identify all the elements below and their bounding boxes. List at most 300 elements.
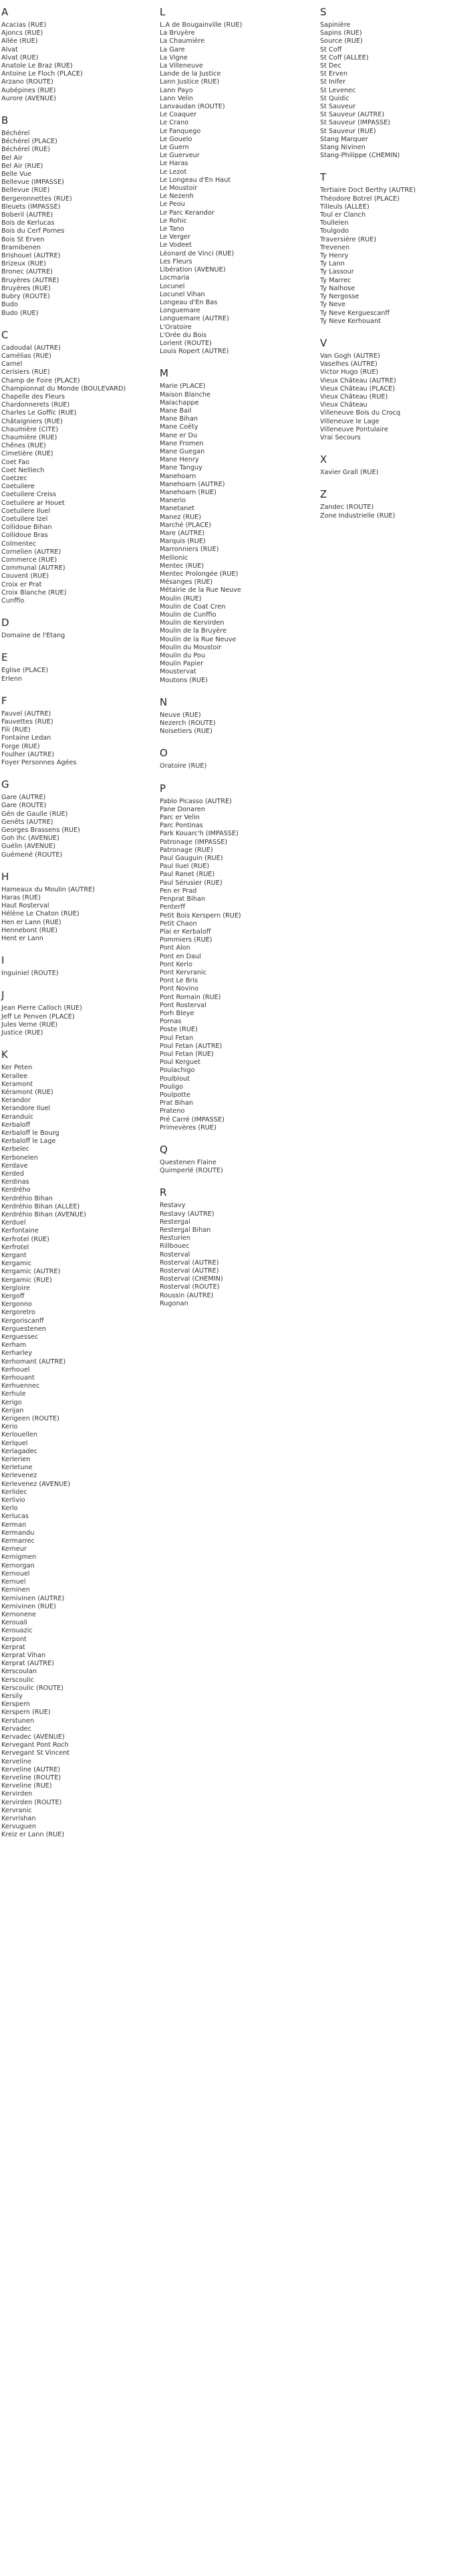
street-link[interactable]: Pont en Daul [160, 952, 201, 960]
street-link[interactable]: Ker Peten [1, 1064, 33, 1072]
street-link[interactable]: Aubépines (RUE) [1, 86, 56, 94]
street-link[interactable]: Locmaria [160, 274, 190, 282]
street-link[interactable]: Kerfrotel [1, 1243, 29, 1251]
street-link[interactable]: La Vigne [160, 53, 188, 62]
street-link[interactable]: Fauvel (AUTRE) [1, 710, 51, 718]
street-link[interactable]: Collidoue Bras [1, 532, 48, 540]
street-link[interactable]: L'Oratoire [160, 323, 192, 331]
street-link[interactable]: Béchérel (RUE) [1, 146, 51, 154]
street-link[interactable]: Trevenen [320, 243, 350, 251]
street-link[interactable]: Cadoudal (AUTRE) [1, 344, 61, 352]
street-link[interactable]: Le Longeau d'En Haut [160, 176, 231, 184]
street-link[interactable]: Kerneur [1, 1545, 27, 1553]
street-link[interactable]: Kervrishan [1, 1814, 36, 1822]
street-link[interactable]: Pouligo [160, 1083, 184, 1091]
street-link[interactable]: Béchérel (PLACE) [1, 138, 57, 146]
street-link[interactable]: Kerletune [1, 1464, 33, 1472]
street-link[interactable]: Coetuilere Izel [1, 515, 48, 523]
street-link[interactable]: Foulher (AUTRE) [1, 750, 55, 758]
street-link[interactable]: Kerlevenez (AVENUE) [1, 1480, 71, 1488]
street-link[interactable]: Prateno [160, 1107, 185, 1115]
street-link[interactable]: Kervranic [1, 1806, 32, 1814]
street-link[interactable]: Marronniers (RUE) [160, 546, 219, 554]
street-link[interactable]: Foyer Personnes Agées [1, 759, 77, 767]
street-link[interactable]: Bleuets (IMPASSE) [1, 203, 61, 211]
street-link[interactable]: Kernouel [1, 1570, 30, 1578]
street-link[interactable]: Guémené (ROUTE) [1, 851, 63, 859]
street-link[interactable]: Mentec Prolongée (RUE) [160, 570, 239, 578]
street-link[interactable]: Patronage (RUE) [160, 846, 213, 854]
street-link[interactable]: Fili (RUE) [1, 726, 31, 734]
street-link[interactable]: Moulin de Kervirden [160, 619, 224, 627]
street-link[interactable]: Boberil (AUTRE) [1, 211, 53, 219]
street-link[interactable]: Mentec (RUE) [160, 562, 204, 570]
street-link[interactable]: Kerigo [1, 1398, 22, 1406]
street-link[interactable]: Inguiniel (ROUTE) [1, 970, 59, 978]
street-link[interactable]: Ty Neve Kerhouant [320, 317, 381, 325]
street-link[interactable]: Pornas [160, 1018, 182, 1026]
street-link[interactable]: St Coff (ALLEE) [320, 53, 369, 62]
street-link[interactable]: Stang-Philippe (CHEMIN) [320, 152, 400, 160]
street-link[interactable]: Louis Ropert (AUTRE) [160, 348, 229, 356]
street-link[interactable]: Petit Chaon [160, 920, 197, 928]
street-link[interactable]: Couvent (RUE) [1, 572, 49, 580]
street-link[interactable]: Alvat [1, 45, 18, 53]
street-link[interactable]: Manez (RUE) [160, 513, 202, 521]
street-link[interactable]: Chênes (RUE) [1, 442, 46, 450]
street-link[interactable]: Coetuilere ar Houet [1, 499, 65, 507]
street-link[interactable]: Kervegant St Vincent [1, 1749, 70, 1757]
street-link[interactable]: St Dec [320, 62, 341, 70]
street-link[interactable]: Malachappe [160, 399, 199, 407]
street-link[interactable]: Le Lezot [160, 168, 187, 176]
street-link[interactable]: Kerhouel [1, 1366, 30, 1374]
street-link[interactable]: Pont Kerlo [160, 960, 192, 968]
street-link[interactable]: Pont Alon [160, 944, 190, 952]
street-link[interactable]: Longuemare [160, 307, 200, 315]
street-link[interactable]: Neuve (RUE) [160, 711, 201, 719]
street-link[interactable]: L'Orée du Bois [160, 331, 207, 339]
street-link[interactable]: Rillbouec [160, 1243, 190, 1251]
street-link[interactable]: Rugonan [160, 1299, 188, 1307]
street-link[interactable]: Locunel Vihan [160, 290, 205, 298]
street-link[interactable]: Restavy (AUTRE) [160, 1210, 214, 1218]
street-link[interactable]: Kerlo [1, 1505, 18, 1513]
street-link[interactable]: Mane Henry [160, 456, 199, 464]
street-link[interactable]: St Levenec [320, 86, 356, 94]
street-link[interactable]: Kerduel [1, 1219, 26, 1227]
street-link[interactable]: Marché (PLACE) [160, 521, 211, 529]
street-link[interactable]: Patronage (IMPASSE) [160, 838, 228, 846]
street-link[interactable]: Budo [1, 301, 18, 309]
street-link[interactable]: Camélias (RUE) [1, 352, 52, 360]
street-link[interactable]: Kergonno [1, 1301, 32, 1309]
street-link[interactable]: Kergamic [1, 1260, 32, 1268]
street-link[interactable]: Kerlagadec [1, 1447, 37, 1455]
street-link[interactable]: Lann Velin [160, 94, 194, 102]
street-link[interactable]: Rosterval (CHEMIN) [160, 1275, 223, 1283]
street-link[interactable]: Keramont [1, 1080, 33, 1088]
street-link[interactable]: Bronec (AUTRE) [1, 268, 53, 276]
street-link[interactable]: Moulin Papier [160, 660, 204, 668]
street-link[interactable]: Le Vodeet [160, 241, 192, 249]
street-link[interactable]: Kerdréhio Bihan (ALLEE) [1, 1202, 80, 1210]
street-link[interactable]: Ty Neve Kerguescanff [320, 309, 390, 317]
street-link[interactable]: Pane Donaren [160, 805, 205, 813]
street-link[interactable]: Villeneuve le Lage [320, 417, 380, 425]
street-link[interactable]: Paul Ranet (RUE) [160, 871, 215, 879]
street-link[interactable]: Béchérel [1, 130, 30, 138]
street-link[interactable]: Toullelen [320, 219, 349, 227]
street-link[interactable]: Mane Bihan [160, 415, 198, 423]
street-link[interactable]: St Quidic [320, 94, 349, 102]
street-link[interactable]: Kerbonelen [1, 1154, 38, 1162]
street-link[interactable]: Restavy [160, 1202, 186, 1210]
street-link[interactable]: Kerlerien [1, 1456, 31, 1464]
street-link[interactable]: Ajoncs (RUE) [1, 29, 43, 37]
street-link[interactable]: Chapelle des Fleurs [1, 393, 65, 401]
street-link[interactable]: Fontaine Ledan [1, 734, 51, 742]
street-link[interactable]: Plai er Kerbaloff [160, 928, 211, 936]
street-link[interactable]: Longeau d'En Bas [160, 298, 218, 306]
street-link[interactable]: Kerlevenez [1, 1472, 37, 1480]
street-link[interactable]: Jules Verne (RUE) [1, 1021, 58, 1029]
street-link[interactable]: Kergoretro [1, 1309, 35, 1317]
street-link[interactable]: Kerbelec [1, 1146, 29, 1154]
street-link[interactable]: Paul Gauguin (RUE) [160, 855, 223, 863]
street-link[interactable]: Bruyères (AUTRE) [1, 276, 59, 284]
street-link[interactable]: Charles Le Goffic (RUE) [1, 409, 77, 417]
street-link[interactable]: Kerprat [1, 1643, 25, 1651]
street-link[interactable]: Mellionic [160, 554, 188, 562]
street-link[interactable]: Moulin du Moustoir [160, 643, 222, 651]
street-link[interactable]: Kerlidec [1, 1488, 27, 1496]
street-link[interactable]: Kerman [1, 1521, 27, 1529]
street-link[interactable]: Coetuilere [1, 483, 35, 491]
street-link[interactable]: Moulin de Cunffio [160, 611, 216, 619]
street-link[interactable]: Kerprat (AUTRE) [1, 1660, 54, 1668]
street-link[interactable]: Colmentec [1, 540, 37, 548]
street-link[interactable]: Moulin du Pou [160, 652, 205, 660]
street-link[interactable]: Ty Nergosse [320, 293, 359, 301]
street-link[interactable]: Arzano (ROUTE) [1, 78, 53, 86]
street-link[interactable]: Pont Novino [160, 985, 199, 993]
street-link[interactable]: Le Nezenh [160, 193, 194, 201]
street-link[interactable]: Goh Ihc (AVENUE) [1, 835, 59, 843]
street-link[interactable]: Moulin de Coat Cren [160, 603, 226, 611]
street-link[interactable]: Kerouali [1, 1619, 27, 1627]
street-link[interactable]: Budo (RUE) [1, 309, 39, 317]
street-link[interactable]: Kerveline (AUTRE) [1, 1765, 61, 1774]
street-link[interactable]: St Erven [320, 70, 347, 78]
street-link[interactable]: Fauvettes (RUE) [1, 718, 53, 726]
street-link[interactable]: Kergant [1, 1251, 27, 1259]
street-link[interactable]: Kerhomant (AUTRE) [1, 1358, 66, 1366]
street-link[interactable]: Cerisiers (RUE) [1, 368, 50, 377]
street-link[interactable]: Locunel [160, 282, 185, 290]
street-link[interactable]: Kernivinen (RUE) [1, 1602, 56, 1610]
street-link[interactable]: Resturien [160, 1235, 191, 1243]
street-link[interactable]: La Gare [160, 45, 185, 53]
street-link[interactable]: Vaselhes (AUTRE) [320, 360, 378, 368]
street-link[interactable]: Léonard de Vinci (RUE) [160, 249, 235, 257]
street-link[interactable]: Paul Sérusier (RUE) [160, 879, 222, 887]
street-link[interactable]: Allée (RUE) [1, 37, 38, 45]
street-link[interactable]: Bel Air [1, 154, 23, 162]
street-link[interactable]: Théodore Botrel (PLACE) [320, 195, 400, 203]
street-link[interactable]: Poulblout [160, 1075, 190, 1083]
street-link[interactable]: Zone Industrielle (RUE) [320, 512, 396, 520]
street-link[interactable]: Kéramont (RUE) [1, 1088, 53, 1096]
street-link[interactable]: Kerallee [1, 1072, 28, 1080]
street-link[interactable]: Kermarrec [1, 1537, 35, 1545]
street-link[interactable]: Hélène Le Chaton (RUE) [1, 910, 80, 918]
street-link[interactable]: Ty Marrec [320, 276, 351, 284]
street-link[interactable]: Kerfontaine [1, 1227, 39, 1235]
street-link[interactable]: Lande de la Justice [160, 70, 221, 78]
street-link[interactable]: Kervirden (ROUTE) [1, 1798, 62, 1806]
street-link[interactable]: Vrai Secours [320, 433, 361, 441]
street-link[interactable]: L.A de Bougainville (RUE) [160, 21, 243, 29]
street-link[interactable]: Mane Tanguy [160, 464, 202, 472]
street-link[interactable]: Lann Payo [160, 86, 193, 94]
street-link[interactable]: Kervirden [1, 1790, 33, 1798]
street-link[interactable]: Hen er Lann (RUE) [1, 918, 61, 926]
street-link[interactable]: Le Fanquego [160, 127, 201, 135]
street-link[interactable]: Kerlucas [1, 1513, 29, 1521]
street-link[interactable]: Sapins (RUE) [320, 29, 362, 37]
street-link[interactable]: Cimetière (RUE) [1, 450, 53, 458]
street-link[interactable]: Kernonene [1, 1610, 36, 1618]
street-link[interactable]: St Sauveur (RUE) [320, 127, 376, 135]
street-link[interactable]: Brizeux (RUE) [1, 260, 46, 268]
street-link[interactable]: Hennebont (RUE) [1, 926, 58, 934]
street-link[interactable]: Brishouel (AUTRE) [1, 252, 61, 260]
street-link[interactable]: Parc Pontinas [160, 822, 203, 830]
street-link[interactable]: Lanvaudan (ROUTE) [160, 103, 225, 111]
street-link[interactable]: Marquis (RUE) [160, 538, 206, 546]
street-link[interactable]: Tilleuls (ALLEE) [320, 203, 369, 211]
street-link[interactable]: Van Gogh (AUTRE) [320, 352, 380, 360]
street-link[interactable]: Champ de Foire (PLACE) [1, 377, 80, 385]
street-link[interactable]: Kerscoulic (ROUTE) [1, 1684, 64, 1692]
street-link[interactable]: Mane Bail [160, 407, 192, 415]
street-link[interactable]: Vieux Château (PLACE) [320, 385, 396, 393]
street-link[interactable]: Primevères (RUE) [160, 1123, 216, 1132]
street-link[interactable]: Kerharley [1, 1350, 33, 1358]
street-link[interactable]: Kerguestenen [1, 1325, 46, 1333]
street-link[interactable]: Kerham [1, 1341, 27, 1350]
street-link[interactable]: Lorient (ROUTE) [160, 339, 212, 347]
street-link[interactable]: Kerdréhio Bihan [1, 1194, 53, 1202]
street-link[interactable]: Kerbaloff [1, 1121, 31, 1129]
street-link[interactable]: Kreiz er Lann (RUE) [1, 1831, 65, 1839]
street-link[interactable]: Traversière (RUE) [320, 235, 377, 243]
street-link[interactable]: Quimperlé (ROUTE) [160, 1167, 223, 1175]
street-link[interactable]: Pont Rosterval [160, 1001, 206, 1009]
street-link[interactable]: Villeneuve Bois du Crocq [320, 409, 401, 417]
street-link[interactable]: Questenen Flaine [160, 1158, 216, 1166]
street-link[interactable]: St Inifer [320, 78, 346, 86]
street-link[interactable]: Croix er Prat [1, 580, 42, 588]
street-link[interactable]: Kerandore Iluel [1, 1105, 51, 1113]
street-link[interactable]: Bellevue (IMPASSE) [1, 179, 64, 187]
street-link[interactable]: Jean Pierre Calloch (RUE) [1, 1004, 82, 1012]
street-link[interactable]: Kerscoulic [1, 1676, 34, 1684]
street-link[interactable]: Guélin (AVENUE) [1, 843, 55, 851]
street-link[interactable]: Kerveline (ROUTE) [1, 1774, 61, 1782]
street-link[interactable]: Villeneuve Pontulaire [320, 425, 389, 433]
street-link[interactable]: Kerpont [1, 1635, 27, 1643]
street-link[interactable]: Forge (RUE) [1, 742, 40, 750]
street-link[interactable]: Kerhouant [1, 1374, 35, 1382]
street-link[interactable]: Penterff [160, 903, 186, 911]
street-link[interactable]: La Bruyère [160, 29, 195, 37]
street-link[interactable]: Croix Blanche (RUE) [1, 588, 67, 597]
street-link[interactable]: Kersily [1, 1692, 23, 1700]
street-link[interactable]: Bruyères (RUE) [1, 284, 51, 292]
street-link[interactable]: Restergal [160, 1218, 190, 1226]
street-link[interactable]: Kerigeen (ROUTE) [1, 1415, 59, 1423]
street-link[interactable]: Le Guern [160, 144, 189, 152]
street-link[interactable]: Maison Blanche [160, 391, 211, 399]
street-link[interactable]: Lann Justice (RUE) [160, 78, 220, 86]
street-link[interactable]: Petit Bois Kerspern (RUE) [160, 911, 241, 920]
street-link[interactable]: Commerce (RUE) [1, 556, 57, 564]
street-link[interactable]: Moulin de la Bruyère [160, 627, 227, 635]
street-link[interactable]: Gén de Gaulle (RUE) [1, 810, 68, 818]
street-link[interactable]: Le Gouelo [160, 135, 192, 143]
street-link[interactable]: Keranduic [1, 1113, 34, 1121]
street-link[interactable]: Kergamic (AUTRE) [1, 1268, 61, 1276]
street-link[interactable]: Vieux Château (AUTRE) [320, 377, 396, 385]
street-link[interactable]: Poul Fetan (AUTRE) [160, 1042, 222, 1050]
street-link[interactable]: Collidoue Bihan [1, 524, 52, 532]
street-link[interactable]: Gare (ROUTE) [1, 802, 47, 810]
street-link[interactable]: Noisetiers (RUE) [160, 728, 212, 736]
street-link[interactable]: Kernuel [1, 1578, 26, 1586]
street-link[interactable]: Jeff Le Penven (PLACE) [1, 1012, 75, 1021]
street-link[interactable]: Kerspern [1, 1701, 30, 1709]
street-link[interactable]: Le Peou [160, 201, 185, 209]
street-link[interactable]: Communal (AUTRE) [1, 564, 65, 572]
street-link[interactable]: Kerijan [1, 1406, 24, 1414]
street-link[interactable]: Bellevue (RUE) [1, 187, 50, 195]
street-link[interactable]: Le Haras [160, 160, 188, 168]
street-link[interactable]: Mane Guegan [160, 447, 205, 455]
street-link[interactable]: Kerbaloff le Bourg [1, 1129, 59, 1137]
street-link[interactable]: Mane er Du [160, 431, 198, 439]
street-link[interactable]: Paul Iluel (RUE) [160, 863, 210, 871]
street-link[interactable]: Pen er Prad [160, 887, 197, 895]
street-link[interactable]: Châtaigniers (RUE) [1, 417, 63, 425]
street-link[interactable]: Georges Brassens (RUE) [1, 827, 80, 835]
street-link[interactable]: Kerhule [1, 1390, 26, 1398]
street-link[interactable]: Kervegant Pont Roch [1, 1741, 69, 1749]
street-link[interactable]: Coetuilere Iluel [1, 507, 51, 515]
street-link[interactable]: Vieux Château (RUE) [320, 393, 388, 401]
street-link[interactable]: Pablo Picasso (AUTRE) [160, 797, 232, 805]
street-link[interactable]: Toulgodo [320, 227, 349, 235]
street-link[interactable]: Belle Vue [1, 171, 32, 179]
street-link[interactable]: Kerscoulan [1, 1668, 37, 1676]
street-link[interactable]: Mane Coëty [160, 423, 198, 431]
street-link[interactable]: Kerveline [1, 1757, 31, 1765]
street-link[interactable]: Alvat (RUE) [1, 53, 39, 62]
street-link[interactable]: St Sauveur (IMPASSE) [320, 119, 391, 127]
street-link[interactable]: Kerbaloff le Lage [1, 1138, 56, 1146]
street-link[interactable]: Manehoarn (RUE) [160, 488, 216, 496]
street-link[interactable]: Bois de Kerlucas [1, 219, 55, 227]
street-link[interactable]: Le Coaquer [160, 111, 197, 119]
street-link[interactable]: Source (RUE) [320, 37, 363, 45]
street-link[interactable]: Justice (RUE) [1, 1029, 43, 1037]
street-link[interactable]: Porh Bleye [160, 1009, 194, 1017]
street-link[interactable]: Poste (RUE) [160, 1026, 198, 1034]
street-link[interactable]: Kerprat Vihan [1, 1651, 46, 1659]
street-link[interactable]: Mésanges (RUE) [160, 578, 213, 586]
street-link[interactable]: Le Rohic [160, 217, 187, 225]
street-link[interactable]: Kerguessec [1, 1333, 39, 1341]
street-link[interactable]: Prat Bihan [160, 1099, 194, 1107]
street-link[interactable]: Championnat du Monde (BOULEVARD) [1, 385, 126, 393]
street-link[interactable]: Sapinière [320, 21, 351, 29]
street-link[interactable]: Kervuguen [1, 1823, 37, 1831]
street-link[interactable]: Hent er Lann [1, 935, 43, 943]
street-link[interactable]: Kerdinas [1, 1178, 29, 1186]
street-link[interactable]: Anatole Le Braz (RUE) [1, 62, 73, 70]
street-link[interactable]: Kerdrého [1, 1186, 31, 1194]
street-link[interactable]: Rosterval [160, 1251, 190, 1259]
street-link[interactable]: Poulachigo [160, 1067, 195, 1075]
street-link[interactable]: Libération (AVENUE) [160, 266, 226, 274]
street-link[interactable]: Kerlouellen [1, 1431, 38, 1439]
street-link[interactable]: Kerfrotel (RUE) [1, 1235, 49, 1243]
street-link[interactable]: Kerandor [1, 1097, 31, 1105]
street-link[interactable]: Kernivinen (AUTRE) [1, 1594, 65, 1602]
street-link[interactable]: Vieux Château [320, 401, 367, 409]
street-link[interactable]: Manehoarn [160, 472, 196, 480]
street-link[interactable]: St Sauveur [320, 103, 356, 111]
street-link[interactable]: Hameaux du Moulin (AUTRE) [1, 885, 95, 893]
street-link[interactable]: Ty Lann [320, 260, 345, 268]
street-link[interactable]: Kerspern (RUE) [1, 1709, 51, 1717]
street-link[interactable]: Ty Lassour [320, 268, 354, 276]
street-link[interactable]: Cornelien (AUTRE) [1, 548, 61, 556]
street-link[interactable]: Kerlivio [1, 1497, 25, 1505]
street-link[interactable]: Moulin de la Rue Neuve [160, 635, 237, 643]
street-link[interactable]: Bubry (ROUTE) [1, 293, 50, 301]
street-link[interactable]: Kergamic (RUE) [1, 1276, 52, 1284]
street-link[interactable]: Moustervat [160, 668, 196, 676]
street-link[interactable]: Marie (PLACE) [160, 383, 206, 391]
street-link[interactable]: Le Verger [160, 233, 191, 241]
street-link[interactable]: Domaine de l'Etang [1, 632, 65, 640]
street-link[interactable]: Kerouazic [1, 1627, 33, 1635]
street-link[interactable]: Kergoriscanff [1, 1317, 44, 1325]
street-link[interactable]: Ty Nalhose [320, 284, 355, 292]
street-link[interactable]: Bergeronnettes (RUE) [1, 195, 72, 203]
street-link[interactable]: Rosterval (ROUTE) [160, 1283, 220, 1291]
street-link[interactable]: St Coff [320, 45, 342, 53]
street-link[interactable]: Gare (AUTRE) [1, 794, 46, 802]
street-link[interactable]: Kervadec (AVENUE) [1, 1733, 65, 1741]
street-link[interactable]: Le Moustoir [160, 185, 198, 193]
street-link[interactable]: Mane Fromen [160, 439, 204, 447]
street-link[interactable]: Kergloire [1, 1284, 30, 1292]
street-link[interactable]: St Sauveur (AUTRE) [320, 111, 385, 119]
street-link[interactable]: Métairie de la Rue Neuve [160, 586, 241, 595]
